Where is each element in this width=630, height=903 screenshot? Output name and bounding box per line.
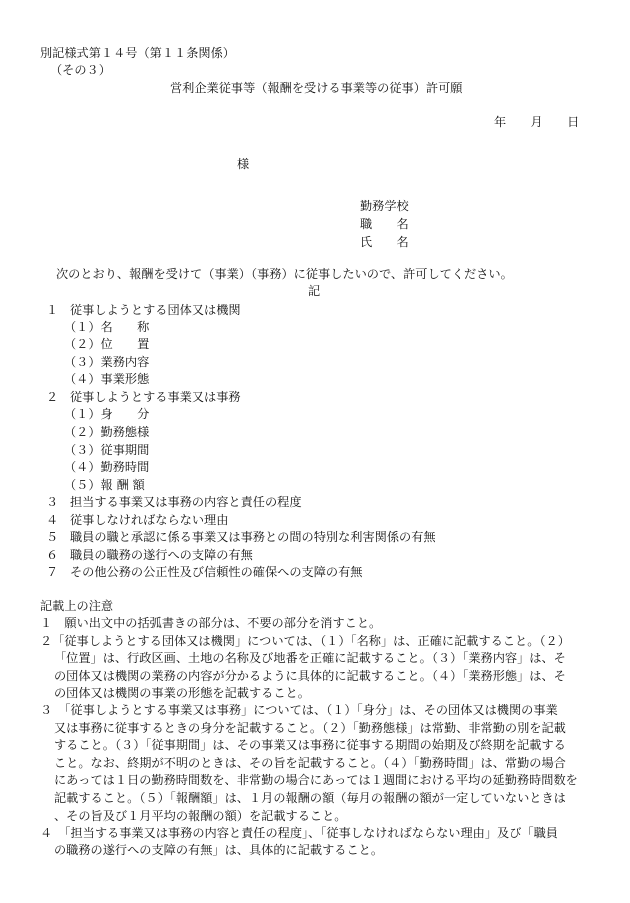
notes-heading: 記載上の注意 <box>40 599 114 613</box>
item-text: 従事しようとする事業又は事務 <box>70 390 241 404</box>
item-text: （１）名 称 <box>64 320 150 334</box>
item-text: （３）業務内容 <box>64 355 150 369</box>
list-item <box>46 389 241 406</box>
item-text: （１）身 分 <box>64 407 150 421</box>
applicant-name-label: 氏 名 <box>360 235 409 249</box>
addressee-sama: 様 <box>237 157 250 171</box>
item-number: １ <box>46 303 59 317</box>
form-number: 別記様式第１４号（第１１条関係） <box>40 46 235 60</box>
note-line: 記載すること。（５）「報酬額」は、１月の報酬の額（毎月の報酬の額が一定していないときは <box>54 791 566 805</box>
item-text: （４）勤務時間 <box>64 460 150 474</box>
list-item <box>64 406 149 423</box>
item-number: ４ <box>46 513 59 527</box>
item-text: （５）報 酬 額 <box>64 478 145 492</box>
list-item <box>64 354 149 371</box>
note-line: 又は事務に従事するときの身分を記載すること。（２）「勤務態様」は常勤、非常勤の別を記載 <box>54 721 566 735</box>
item-text: （３）従事期間 <box>64 443 150 457</box>
date-line: 年 月 日 <box>494 115 580 129</box>
list-item <box>46 529 436 546</box>
list-item <box>46 564 363 581</box>
item-text: （２）位 置 <box>64 337 150 351</box>
request-text: 次のとおり、報酬を受けて（事業）（事務）に従事したいので、許可してください。 <box>56 267 513 281</box>
item-number: ２ <box>46 390 59 404</box>
list-item <box>64 477 145 494</box>
list-item <box>64 424 149 441</box>
note-line: ２「従事しようとする団体又は機関」については、（１）「名称」は、正確に記載すること。（２） <box>40 634 570 648</box>
item-number: ７ <box>46 565 59 579</box>
note-line: ４ 「担当する事業又は事務の内容と責任の程度」、「従事しなければならない理由」及び「職員 <box>40 826 558 840</box>
form-sub-number: （その３） <box>50 63 111 77</box>
list-item <box>64 442 149 459</box>
note-line: にあっては１日の勤務時間数を、非常勤の場合にあっては１週間における平均の延勤務時間数を <box>54 773 578 787</box>
page-title: 営利企業従事等（報酬を受ける事業等の従事）許可願 <box>170 81 463 95</box>
item-text: その他公務の公正性及び信頼性の確保への支障の有無 <box>70 565 363 579</box>
note-line: 、その旨及び１月平均の報酬の額）を記載すること。 <box>54 809 347 823</box>
note-line: の団体又は機関の業務の内容が分かるように具体的に記載すること。（４）「業務形態」は、そ <box>54 669 566 683</box>
item-text: （４）事業形態 <box>64 372 150 386</box>
item-number: ５ <box>46 530 59 544</box>
item-text: 担当する事業又は事務の内容と責任の程度 <box>70 495 302 509</box>
list-item <box>46 512 228 529</box>
note-line: すること。（３）「従事期間」は、その事業又は事務に従事する期間の始期及び終期を記載する <box>54 738 566 752</box>
list-item <box>46 547 253 564</box>
item-text: 職員の職務の遂行への支障の有無 <box>70 548 253 562</box>
list-item <box>46 494 302 511</box>
item-text: 職員の職と承認に係る事業又は事務との間の特別な利害関係の有無 <box>70 530 436 544</box>
note-line: の団体又は機関の事業の形態を記載すること。 <box>54 686 310 700</box>
item-text: 従事しなければならない理由 <box>70 513 229 527</box>
note-line: 「位置」は、行政区画、土地の名称及び地番を正確に記載すること。（３）「業務内容」は、そ <box>54 651 566 665</box>
note-line: １ 願い出文中の括弧書きの部分は、不要の部分を消すこと。 <box>40 616 382 630</box>
list-item <box>64 336 149 353</box>
ki-mark: 記 <box>308 284 321 298</box>
applicant-school-label: 勤務学校 <box>360 199 409 213</box>
list-item <box>64 459 149 476</box>
item-text: （２）勤務態様 <box>64 425 150 439</box>
note-line: こと。なお、終期が不明のときは、その旨を記載すること。（４）「勤務時間」は、常勤の場合 <box>54 756 566 770</box>
list-item <box>46 302 241 319</box>
list-item <box>64 371 149 388</box>
note-line: ３ 「従事しようとする事業又は事務」については、（１）「身分」は、その団体又は機関の事業 <box>40 703 558 717</box>
item-text: 従事しようとする団体又は機関 <box>70 303 241 317</box>
applicant-position-label: 職 名 <box>360 217 409 231</box>
item-number: ３ <box>46 495 59 509</box>
item-number: ６ <box>46 548 59 562</box>
note-line: の職務の遂行への支障の有無」は、具体的に記載すること。 <box>54 843 384 857</box>
list-item <box>64 319 149 336</box>
